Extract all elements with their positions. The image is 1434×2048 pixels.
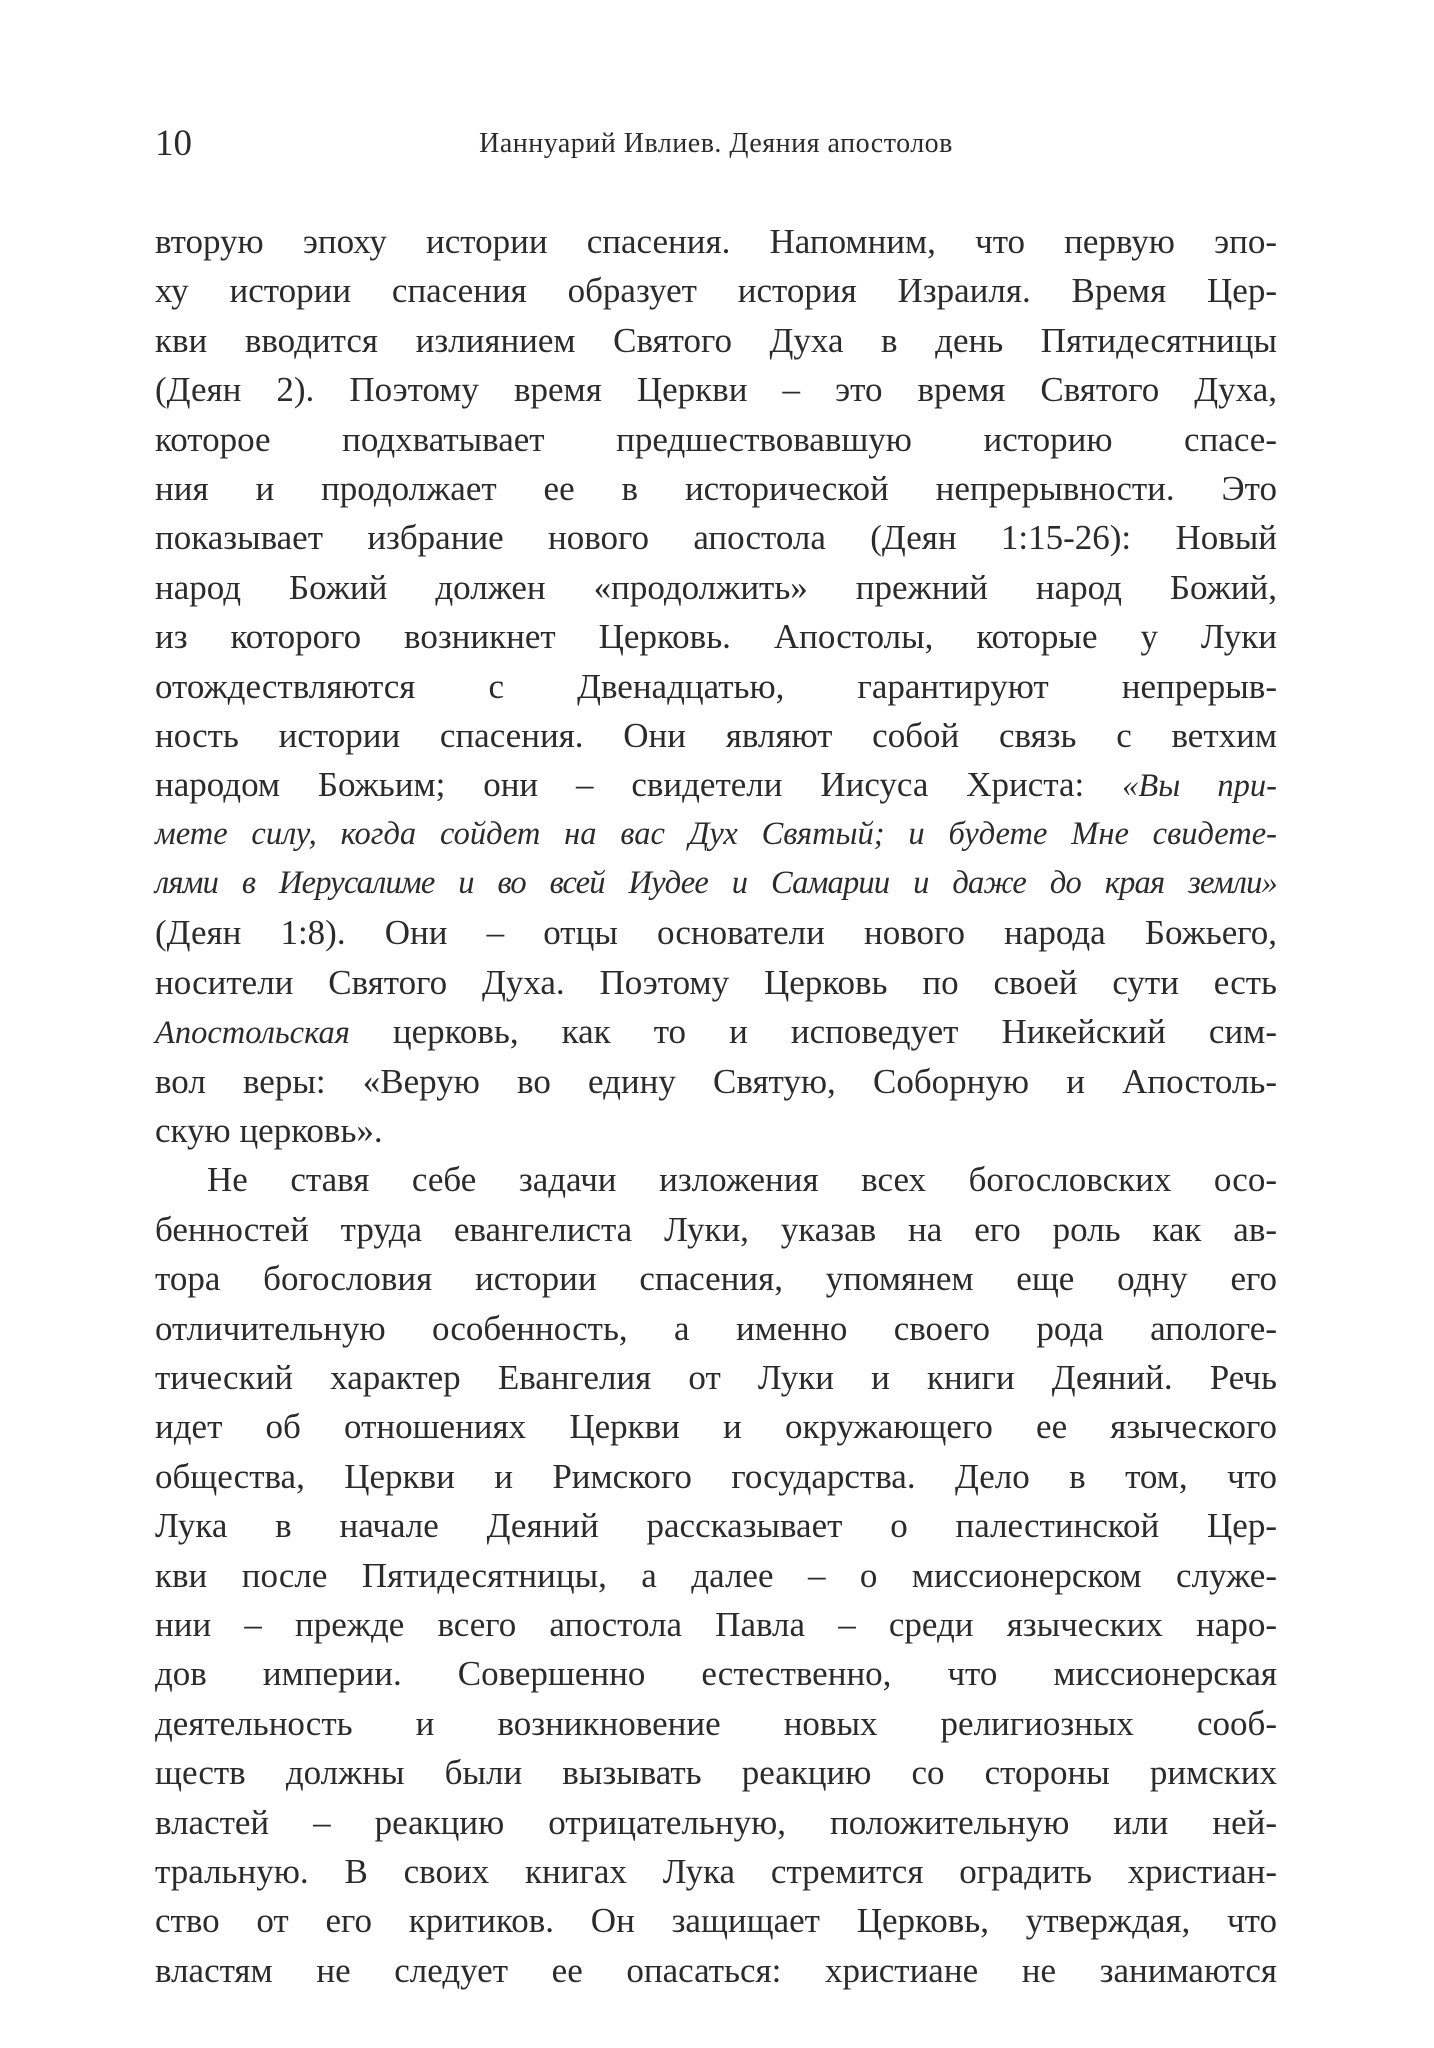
body-text	[155, 217, 1277, 1995]
text-line	[155, 1600, 1277, 1649]
text-segment: отличительную особенность, а именно своего рода апологе-	[155, 1308, 1277, 1348]
text-segment: бенностей труда евангелиста Луки, указав на его роль как ав-	[155, 1209, 1277, 1249]
text-segment: лями в Иерусалиме и во всей Иудее и Самарии и даже до края земли»	[155, 865, 1277, 902]
text-segment: вторую эпоху истории спасения. Напомним, что первую эпо-	[155, 222, 1277, 261]
text-segment: кви после Пятидесятницы, а далее – о миссионерском служе-	[155, 1555, 1277, 1595]
running-header	[155, 118, 1277, 170]
text-line	[155, 1353, 1277, 1402]
text-segment: властям не следует ее опасаться: христиане не занимаются	[155, 1950, 1277, 1990]
italic-text: «Вы при-	[1122, 768, 1277, 805]
text-segment: Не ставя себе задачи изложения всех богословских осо-	[207, 1160, 1277, 1200]
text-line	[155, 1155, 1277, 1204]
text-segment: показывает избрание нового апостола (Деян 1:15-26): Новый	[155, 518, 1277, 558]
text-line	[155, 563, 1277, 612]
text-line	[155, 612, 1277, 661]
text-line	[155, 464, 1277, 513]
text-segment: нии – прежде всего апостола Павла – среди языческих наро-	[155, 1604, 1277, 1644]
text-line	[155, 266, 1277, 315]
running-title: Ианнуарий Ивлиев. Деяния апостолов	[479, 128, 953, 159]
text-line	[155, 1946, 1277, 1995]
text-segment: властей – реакцию отрицательную, положительную или ней-	[155, 1802, 1277, 1842]
text-segment: (Деян 2). Поэтому время Церкви – это время Святого Духа,	[155, 370, 1277, 410]
text-segment: мете силу, когда сойдет на вас Дух Святый; и будете Мне свидете-	[155, 815, 1277, 852]
text-line	[155, 908, 1277, 957]
text-line	[155, 1402, 1277, 1451]
text-line	[155, 1057, 1277, 1106]
text-segment: тральную. В своих книгах Лука стремится оградить христиан-	[155, 1851, 1277, 1891]
text-segment: тора богословия истории спасения, упомянем еще одну его	[155, 1259, 1277, 1299]
text-segment: которое подхватывает предшествовавшую историю спасе-	[155, 419, 1277, 459]
text-line	[155, 1007, 1277, 1056]
text-segment: (Деян 1:8). Они – отцы основатели нового народа Божьего,	[155, 913, 1277, 953]
text-segment: носители Святого Духа. Поэтому Церковь по своей сути есть	[155, 962, 1277, 1002]
text-line	[155, 1501, 1277, 1550]
text-segment: из которого возникнет Церковь. Апостолы, которые у Луки	[155, 617, 1277, 657]
text-line	[155, 760, 1277, 809]
text-line	[155, 662, 1277, 711]
text-segment: тический характер Евангелия от Луки и книги Деяний. Речь	[155, 1357, 1277, 1397]
text-line	[155, 1551, 1277, 1600]
text-line	[155, 1452, 1277, 1501]
quote-line	[155, 859, 1277, 908]
text-line	[155, 1649, 1277, 1698]
text-segment: кви вводится излиянием Святого Духа в день Пятидесятницы	[155, 320, 1277, 360]
text-segment: вол веры: «Верую во едину Святую, Соборную и Апостоль-	[155, 1061, 1277, 1101]
text-segment: Лука в начале Деяний рассказывает о палестинской Цер-	[155, 1506, 1277, 1546]
text-segment: скую церковь».	[155, 1111, 383, 1151]
text-line	[155, 1798, 1277, 1847]
text-segment: общества, Церкви и Римского государства. Дело в том, что	[155, 1456, 1277, 1496]
text-segment: ния и продолжает ее в исторической непрерывности. Это	[155, 468, 1277, 508]
text-segment: дов империи. Совершенно естественно, что миссионерская	[155, 1654, 1277, 1694]
text-segment: народом Божьим; они – свидетели Иисуса Христа:	[155, 765, 1123, 805]
text-segment: ществ должны были вызывать реакцию со стороны римских	[155, 1753, 1277, 1793]
text-line	[155, 711, 1277, 760]
text-line	[155, 958, 1277, 1007]
text-line	[155, 1748, 1277, 1797]
text-line	[155, 1847, 1277, 1896]
text-segment: народ Божий должен «продолжить» прежний народ Божий,	[155, 567, 1277, 607]
text-segment: отождествляются с Двенадцатью, гарантируют непрерыв-	[155, 666, 1277, 706]
text-segment: деятельность и возникновение новых религиозных сооб-	[155, 1703, 1277, 1743]
text-line	[155, 513, 1277, 562]
text-segment: идет об отношениях Церкви и окружающего ее языческого	[155, 1407, 1277, 1447]
text-segment: ху истории спасения образует история Израиля. Время Цер-	[155, 271, 1277, 311]
text-line	[155, 1896, 1277, 1945]
page-number: 10	[155, 123, 192, 164]
italic-text: Апостольская	[155, 1015, 350, 1052]
text-segment: ность истории спасения. Они являют собой связь с ветхим	[155, 715, 1277, 755]
text-segment: церковь, как то и исповедует Никейский сим-	[349, 1012, 1277, 1052]
text-segment: ство от его критиков. Он защищает Церковь, утверждая, что	[155, 1901, 1277, 1941]
text-line	[155, 365, 1277, 414]
text-line	[155, 415, 1277, 464]
text-line	[155, 1304, 1277, 1353]
text-line	[155, 1106, 1277, 1155]
text-line	[155, 1205, 1277, 1254]
text-line	[155, 1699, 1277, 1748]
text-line	[155, 217, 1277, 266]
text-line	[155, 1254, 1277, 1303]
quote-line	[155, 810, 1277, 859]
text-line	[155, 316, 1277, 365]
